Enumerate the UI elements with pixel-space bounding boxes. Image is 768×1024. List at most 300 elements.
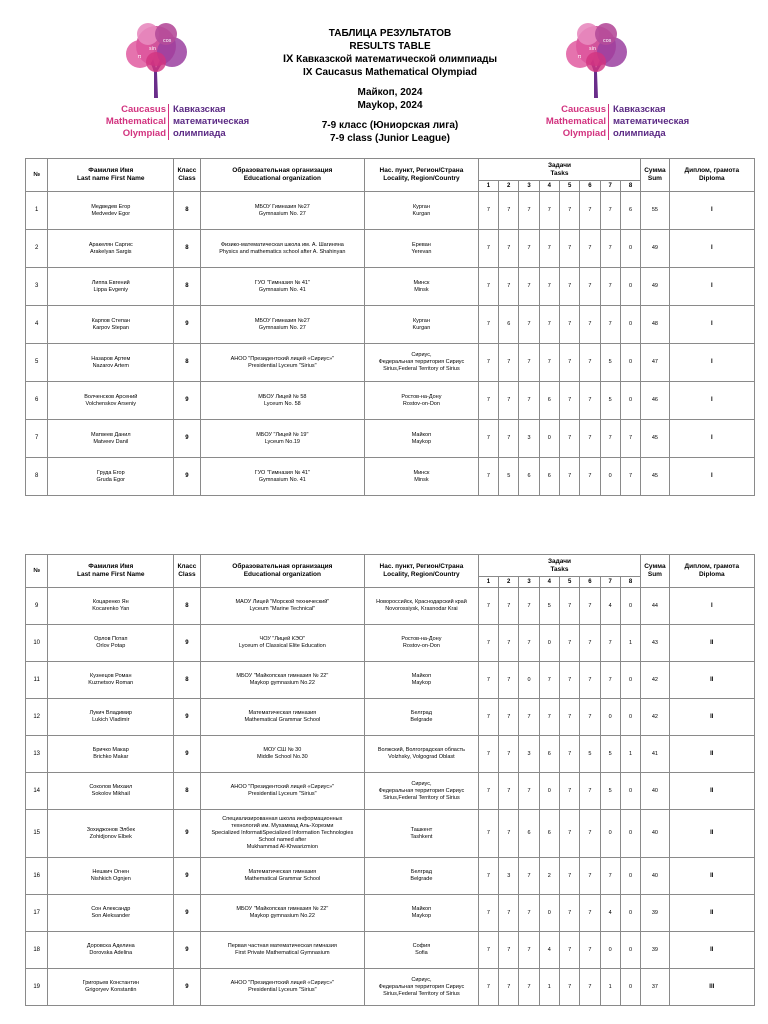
task-score: 7 bbox=[580, 268, 600, 306]
task-score: 7 bbox=[559, 344, 579, 382]
diploma-degree: II bbox=[669, 858, 754, 895]
score-sum: 41 bbox=[641, 736, 669, 773]
task-score: 0 bbox=[620, 858, 640, 895]
task-score: 7 bbox=[499, 736, 519, 773]
header-task-number: 2 bbox=[499, 181, 519, 192]
task-score: 7 bbox=[519, 699, 539, 736]
place-ru: Майкоп, 2024 bbox=[357, 87, 423, 98]
participant-name: Липпа Евгений Lippa Evgeniy bbox=[48, 268, 174, 306]
row-number: 10 bbox=[26, 625, 48, 662]
row-number: 3 bbox=[26, 268, 48, 306]
participant-organization: МБОУ "Майкопская гимназия № 22" Maykop gymnasium No.22 bbox=[200, 895, 364, 932]
header-task-number: 8 bbox=[620, 577, 640, 588]
participant-organization: МОУ СШ № 30 Middle School No.30 bbox=[200, 736, 364, 773]
participant-locality: Сириус, Федеральная территория Сириус Sirius,Federal Territory of Sirius bbox=[365, 344, 479, 382]
participant-organization: Физико-математическая школа им. А. Шагиняна Physics and mathematics school after A. Shahinyan bbox=[200, 230, 364, 268]
header-task-number: 3 bbox=[519, 181, 539, 192]
header-task-number: 5 bbox=[559, 181, 579, 192]
task-score: 5 bbox=[600, 736, 620, 773]
task-score: 7 bbox=[539, 699, 559, 736]
diploma-degree: I bbox=[669, 458, 754, 496]
task-score: 7 bbox=[478, 382, 498, 420]
diploma-degree: II bbox=[669, 736, 754, 773]
participant-organization: Первая частная математическая гимназия First Private Mathematical Gymnasium bbox=[200, 932, 364, 969]
task-score: 7 bbox=[499, 773, 519, 810]
task-score: 7 bbox=[580, 858, 600, 895]
participant-locality: Белград Belgrade bbox=[365, 858, 479, 895]
score-sum: 49 bbox=[641, 268, 669, 306]
task-score: 0 bbox=[620, 588, 640, 625]
header-locality: Нас. пункт, Регион/Страна Locality, Region/Country bbox=[365, 555, 479, 588]
task-score: 0 bbox=[519, 662, 539, 699]
task-score: 4 bbox=[600, 895, 620, 932]
task-score: 7 bbox=[580, 625, 600, 662]
task-score: 6 bbox=[519, 458, 539, 496]
task-score: 0 bbox=[620, 230, 640, 268]
header-task-number: 6 bbox=[580, 181, 600, 192]
row-number: 15 bbox=[26, 810, 48, 858]
task-score: 7 bbox=[559, 858, 579, 895]
diploma-degree: I bbox=[669, 420, 754, 458]
task-score: 7 bbox=[478, 662, 498, 699]
score-sum: 42 bbox=[641, 699, 669, 736]
task-score: 7 bbox=[559, 969, 579, 1006]
diploma-degree: II bbox=[669, 810, 754, 858]
task-score: 7 bbox=[519, 306, 539, 344]
table-row bbox=[26, 268, 755, 306]
task-score: 0 bbox=[620, 932, 640, 969]
task-score: 5 bbox=[580, 736, 600, 773]
participant-locality: Курган Kurgan bbox=[365, 306, 479, 344]
task-score: 7 bbox=[559, 773, 579, 810]
diploma-degree: II bbox=[669, 932, 754, 969]
header-task-number: 5 bbox=[559, 577, 579, 588]
task-score: 7 bbox=[580, 382, 600, 420]
participant-organization: МАОУ Лицей "Морской технический" Lyceum "Marine Technical" bbox=[200, 588, 364, 625]
row-number: 2 bbox=[26, 230, 48, 268]
task-score: 7 bbox=[478, 192, 498, 230]
task-score: 7 bbox=[499, 268, 519, 306]
participant-locality: Курган Kurgan bbox=[365, 192, 479, 230]
header-num: № bbox=[26, 555, 48, 588]
task-score: 7 bbox=[559, 662, 579, 699]
task-score: 7 bbox=[478, 625, 498, 662]
header-task-number: 6 bbox=[580, 577, 600, 588]
table-row bbox=[26, 858, 755, 895]
participant-class: 9 bbox=[174, 969, 200, 1006]
header-diploma: Диплом, грамота Diploma bbox=[669, 555, 754, 588]
task-score: 7 bbox=[539, 268, 559, 306]
participant-class: 9 bbox=[174, 382, 200, 420]
table-row bbox=[26, 420, 755, 458]
task-score: 7 bbox=[519, 969, 539, 1006]
task-score: 6 bbox=[539, 382, 559, 420]
task-score: 7 bbox=[580, 810, 600, 858]
participant-class: 9 bbox=[174, 699, 200, 736]
participant-name: Нешкич Огнен Nishkich Ognjen bbox=[48, 858, 174, 895]
diploma-degree: I bbox=[669, 588, 754, 625]
header-task-number: 4 bbox=[539, 577, 559, 588]
participant-class: 9 bbox=[174, 736, 200, 773]
participant-name: Коцаренко Ян Kocarenko Yan bbox=[48, 588, 174, 625]
task-score: 0 bbox=[620, 662, 640, 699]
tree-icon bbox=[556, 20, 636, 100]
task-score: 7 bbox=[580, 458, 600, 496]
task-score: 7 bbox=[580, 344, 600, 382]
participant-locality: Ереван Yerevan bbox=[365, 230, 479, 268]
score-sum: 45 bbox=[641, 458, 669, 496]
header-task-number: 1 bbox=[478, 181, 498, 192]
task-score: 6 bbox=[539, 736, 559, 773]
participant-class: 8 bbox=[174, 588, 200, 625]
task-score: 7 bbox=[499, 192, 519, 230]
task-score: 7 bbox=[519, 895, 539, 932]
task-score: 7 bbox=[499, 662, 519, 699]
table-row bbox=[26, 344, 755, 382]
task-score: 7 bbox=[559, 458, 579, 496]
task-score: 7 bbox=[580, 420, 600, 458]
score-sum: 46 bbox=[641, 382, 669, 420]
participant-organization: АНОО "Президентский лицей «Сириус»" Presidential Lyceum "Sirius" bbox=[200, 773, 364, 810]
score-sum: 48 bbox=[641, 306, 669, 344]
task-score: 7 bbox=[478, 699, 498, 736]
header-organization: Образовательная организация Educational organization bbox=[200, 159, 364, 192]
header-task-number: 7 bbox=[600, 577, 620, 588]
task-score: 7 bbox=[519, 858, 539, 895]
participant-class: 9 bbox=[174, 810, 200, 858]
row-number: 11 bbox=[26, 662, 48, 699]
participant-name: Доровска Аделина Dorovska Adelina bbox=[48, 932, 174, 969]
header-sum: Сумма Sum bbox=[641, 555, 669, 588]
task-score: 7 bbox=[519, 344, 539, 382]
task-score: 7 bbox=[600, 858, 620, 895]
participant-class: 8 bbox=[174, 192, 200, 230]
document-header bbox=[230, 28, 550, 145]
svg-text:cos: cos bbox=[603, 38, 612, 44]
task-score: 7 bbox=[620, 458, 640, 496]
olympiad-name-ru: IX Кавказской математической олимпиады bbox=[282, 53, 498, 65]
results-table-1 bbox=[25, 158, 755, 496]
row-number: 9 bbox=[26, 588, 48, 625]
logo-divider bbox=[168, 104, 169, 140]
header-class: Класс Class bbox=[174, 159, 200, 192]
header-name: Фамилия Имя Last name First Name bbox=[48, 555, 174, 588]
header-diploma: Диплом, грамота Diploma bbox=[669, 159, 754, 192]
score-sum: 42 bbox=[641, 662, 669, 699]
participant-class: 8 bbox=[174, 662, 200, 699]
task-score: 7 bbox=[478, 969, 498, 1006]
participant-organization: ГУО "Гимназия № 41" Gymnasium No. 41 bbox=[200, 458, 364, 496]
task-score: 7 bbox=[559, 192, 579, 230]
task-score: 7 bbox=[580, 306, 600, 344]
task-score: 2 bbox=[539, 858, 559, 895]
task-score: 7 bbox=[519, 932, 539, 969]
task-score: 7 bbox=[559, 382, 579, 420]
participant-name: Бричко Макар Brichko Makar bbox=[48, 736, 174, 773]
task-score: 0 bbox=[600, 699, 620, 736]
score-sum: 49 bbox=[641, 230, 669, 268]
participant-class: 9 bbox=[174, 458, 200, 496]
participant-organization: МБОУ Гимназия №27 Gymnasium No. 27 bbox=[200, 306, 364, 344]
table-row bbox=[26, 458, 755, 496]
participant-name: Григорьев Константин Grigoryev Konstantin bbox=[48, 969, 174, 1006]
task-score: 0 bbox=[539, 625, 559, 662]
task-score: 7 bbox=[499, 895, 519, 932]
task-score: 0 bbox=[620, 773, 640, 810]
task-score: 0 bbox=[620, 810, 640, 858]
score-sum: 44 bbox=[641, 588, 669, 625]
task-score: 7 bbox=[499, 344, 519, 382]
table-row bbox=[26, 736, 755, 773]
logo-text-en: Caucasus Mathematical Olympiad bbox=[105, 104, 166, 139]
task-score: 7 bbox=[478, 344, 498, 382]
score-sum: 43 bbox=[641, 625, 669, 662]
header-task-number: 2 bbox=[499, 577, 519, 588]
header-tasks: Задачи Tasks bbox=[478, 159, 640, 181]
row-number: 14 bbox=[26, 773, 48, 810]
task-score: 7 bbox=[580, 932, 600, 969]
header-name: Фамилия Имя Last name First Name bbox=[48, 159, 174, 192]
table-row bbox=[26, 969, 755, 1006]
score-sum: 55 bbox=[641, 192, 669, 230]
task-score: 7 bbox=[580, 230, 600, 268]
task-score: 7 bbox=[519, 382, 539, 420]
participant-name: Аракелян Саргис Arakelyan Sargis bbox=[48, 230, 174, 268]
task-score: 7 bbox=[580, 969, 600, 1006]
participant-locality: Минск Minsk bbox=[365, 268, 479, 306]
participant-class: 9 bbox=[174, 895, 200, 932]
task-score: 7 bbox=[559, 810, 579, 858]
task-score: 0 bbox=[620, 344, 640, 382]
row-number: 1 bbox=[26, 192, 48, 230]
table-row bbox=[26, 932, 755, 969]
task-score: 7 bbox=[600, 662, 620, 699]
svg-text:π: π bbox=[138, 54, 142, 60]
participant-locality: Волжский, Волгоградская область Volzhsky, Volgograd Oblast bbox=[365, 736, 479, 773]
task-score: 7 bbox=[580, 192, 600, 230]
task-score: 1 bbox=[600, 969, 620, 1006]
score-sum: 40 bbox=[641, 773, 669, 810]
task-score: 7 bbox=[600, 625, 620, 662]
row-number: 13 bbox=[26, 736, 48, 773]
participant-locality: Сириус, Федеральная территория Сириус Sirius,Federal Territory of Sirius bbox=[365, 773, 479, 810]
task-score: 7 bbox=[499, 810, 519, 858]
participant-name: Сон Александр Son Aleksander bbox=[48, 895, 174, 932]
diploma-degree: II bbox=[669, 662, 754, 699]
header-locality: Нас. пункт, Регион/Страна Locality, Region/Country bbox=[365, 159, 479, 192]
svg-text:sin: sin bbox=[589, 46, 597, 52]
task-score: 7 bbox=[559, 625, 579, 662]
task-score: 7 bbox=[580, 662, 600, 699]
score-sum: 40 bbox=[641, 810, 669, 858]
task-score: 7 bbox=[600, 230, 620, 268]
participant-name: Орлов Потап Orlov Potap bbox=[48, 625, 174, 662]
task-score: 0 bbox=[600, 932, 620, 969]
participant-organization: Специализированная школа информационных технологий им. Мухаммад Аль-Хорезми Specialized InformatiSpecialized Information Technologies School named after Mukhammad Al-Khwarizmion bbox=[200, 810, 364, 858]
diploma-degree: III bbox=[669, 969, 754, 1006]
task-score: 7 bbox=[519, 588, 539, 625]
score-sum: 40 bbox=[641, 858, 669, 895]
place-en: Maykop, 2024 bbox=[357, 99, 423, 111]
diploma-degree: II bbox=[669, 625, 754, 662]
task-score: 7 bbox=[559, 306, 579, 344]
participant-name: Медведев Егор Medvedev Egor bbox=[48, 192, 174, 230]
task-score: 7 bbox=[478, 895, 498, 932]
task-score: 7 bbox=[539, 306, 559, 344]
score-sum: 39 bbox=[641, 932, 669, 969]
task-score: 7 bbox=[580, 699, 600, 736]
task-score: 7 bbox=[499, 932, 519, 969]
participant-name: Лукич Владимир Lukich Vladimir bbox=[48, 699, 174, 736]
participant-name: Соколов Михаил Sokolov Mikhail bbox=[48, 773, 174, 810]
participant-locality: Минск Minsk bbox=[365, 458, 479, 496]
task-score: 7 bbox=[519, 625, 539, 662]
participant-organization: МБОУ Лицей № 58 Lyceum No. 58 bbox=[200, 382, 364, 420]
results-table-2 bbox=[25, 554, 755, 1006]
diploma-degree: I bbox=[669, 344, 754, 382]
score-sum: 47 bbox=[641, 344, 669, 382]
svg-text:sin: sin bbox=[149, 46, 157, 52]
participant-class: 9 bbox=[174, 932, 200, 969]
task-score: 7 bbox=[478, 230, 498, 268]
participant-locality: Белград Belgrade bbox=[365, 699, 479, 736]
participant-organization: МБОУ Гимназия №27 Gymnasium No. 27 bbox=[200, 192, 364, 230]
task-score: 4 bbox=[539, 932, 559, 969]
table-row bbox=[26, 895, 755, 932]
participant-locality: Майкоп Maykop bbox=[365, 895, 479, 932]
row-number: 19 bbox=[26, 969, 48, 1006]
task-score: 7 bbox=[519, 230, 539, 268]
table-row bbox=[26, 230, 755, 268]
header-sum: Сумма Sum bbox=[641, 159, 669, 192]
task-score: 7 bbox=[600, 192, 620, 230]
participant-class: 9 bbox=[174, 420, 200, 458]
task-score: 1 bbox=[620, 625, 640, 662]
participant-organization: ГУО "Гимназия № 41" Gymnasium No. 41 bbox=[200, 268, 364, 306]
task-score: 0 bbox=[620, 268, 640, 306]
table-row bbox=[26, 588, 755, 625]
task-score: 7 bbox=[580, 773, 600, 810]
task-score: 7 bbox=[499, 420, 519, 458]
task-score: 7 bbox=[499, 969, 519, 1006]
task-score: 7 bbox=[478, 810, 498, 858]
participant-name: Назаров Артем Nazarov Artem bbox=[48, 344, 174, 382]
score-sum: 37 bbox=[641, 969, 669, 1006]
task-score: 3 bbox=[519, 420, 539, 458]
task-score: 7 bbox=[559, 420, 579, 458]
logo-text-ru: Кавказская математическая олимпиада bbox=[173, 104, 250, 139]
olympiad-logo-right bbox=[528, 20, 688, 140]
task-score: 7 bbox=[580, 588, 600, 625]
participant-name: Матвеев Данил Matveev Danil bbox=[48, 420, 174, 458]
diploma-degree: II bbox=[669, 895, 754, 932]
participant-organization: АНОО "Президентский лицей «Сириус»" Presidential Lyceum "Sirius" bbox=[200, 344, 364, 382]
participant-organization: МБОУ "Лицей № 19" Lyceum No.19 bbox=[200, 420, 364, 458]
row-number: 17 bbox=[26, 895, 48, 932]
task-score: 7 bbox=[519, 268, 539, 306]
participant-locality: Майкоп Maykop bbox=[365, 420, 479, 458]
participant-organization: ЧОУ "Лицей КЭО" Lyceum of Classical Elite Education bbox=[200, 625, 364, 662]
task-score: 7 bbox=[499, 230, 519, 268]
task-score: 6 bbox=[499, 306, 519, 344]
logo-text-ru: Кавказская математическая олимпиада bbox=[613, 104, 690, 139]
ix-numeral: IX bbox=[282, 53, 294, 65]
score-sum: 45 bbox=[641, 420, 669, 458]
task-score: 0 bbox=[600, 810, 620, 858]
task-score: 6 bbox=[539, 458, 559, 496]
participant-name: Груда Егор Gruda Egor bbox=[48, 458, 174, 496]
task-score: 7 bbox=[539, 192, 559, 230]
task-score: 1 bbox=[539, 969, 559, 1006]
row-number: 7 bbox=[26, 420, 48, 458]
task-score: 7 bbox=[620, 420, 640, 458]
league-ru: 7-9 класс (Юниорская лига) bbox=[321, 120, 459, 131]
task-score: 5 bbox=[600, 773, 620, 810]
diploma-degree: II bbox=[669, 699, 754, 736]
task-score: 7 bbox=[499, 625, 519, 662]
task-score: 7 bbox=[559, 268, 579, 306]
task-score: 5 bbox=[499, 458, 519, 496]
task-score: 7 bbox=[539, 230, 559, 268]
task-score: 1 bbox=[620, 736, 640, 773]
participant-organization: Математическая гимназия Mathematical Grammar School bbox=[200, 699, 364, 736]
table-row bbox=[26, 625, 755, 662]
participant-locality: Новороссийск, Краснодарский край Novorossiysk, Krasnodar Krai bbox=[365, 588, 479, 625]
participant-class: 8 bbox=[174, 344, 200, 382]
row-number: 4 bbox=[26, 306, 48, 344]
league-en: 7-9 class (Junior League) bbox=[329, 132, 451, 144]
participant-organization: АНОО "Президентский лицей «Сириус»" Presidential Lyceum "Sirius" bbox=[200, 969, 364, 1006]
header-class: Класс Class bbox=[174, 555, 200, 588]
task-score: 7 bbox=[499, 588, 519, 625]
task-score: 6 bbox=[539, 810, 559, 858]
task-score: 7 bbox=[478, 736, 498, 773]
task-score: 7 bbox=[559, 230, 579, 268]
participant-class: 8 bbox=[174, 230, 200, 268]
task-score: 6 bbox=[620, 192, 640, 230]
task-score: 0 bbox=[600, 458, 620, 496]
participant-class: 8 bbox=[174, 268, 200, 306]
participant-organization: МБОУ "Майкопская гимназия № 22" Maykop gymnasium No.22 bbox=[200, 662, 364, 699]
task-score: 0 bbox=[620, 969, 640, 1006]
task-score: 7 bbox=[478, 588, 498, 625]
participant-name: Зохиджонов Элбек Zohidjonov Elbek bbox=[48, 810, 174, 858]
row-number: 12 bbox=[26, 699, 48, 736]
header-task-number: 3 bbox=[519, 577, 539, 588]
participant-locality: Ростов-на-Дону Rostov-on-Don bbox=[365, 382, 479, 420]
task-score: 7 bbox=[478, 858, 498, 895]
participant-organization: Математическая гимназия Mathematical Grammar School bbox=[200, 858, 364, 895]
task-score: 7 bbox=[580, 895, 600, 932]
task-score: 7 bbox=[478, 773, 498, 810]
title-en: RESULTS TABLE bbox=[349, 40, 431, 52]
task-score: 5 bbox=[600, 382, 620, 420]
task-score: 7 bbox=[559, 588, 579, 625]
participant-class: 8 bbox=[174, 773, 200, 810]
participant-name: Волченсков Арсений Volchenskov Arseniy bbox=[48, 382, 174, 420]
title-ru: ТАБЛИЦА РЕЗУЛЬТАТОВ bbox=[328, 28, 452, 39]
task-score: 0 bbox=[620, 306, 640, 344]
table-row bbox=[26, 306, 755, 344]
table-row bbox=[26, 810, 755, 858]
task-score: 4 bbox=[600, 588, 620, 625]
diploma-degree: I bbox=[669, 192, 754, 230]
table-row bbox=[26, 662, 755, 699]
svg-text:π: π bbox=[578, 54, 582, 60]
row-number: 8 bbox=[26, 458, 48, 496]
score-sum: 39 bbox=[641, 895, 669, 932]
header-task-number: 7 bbox=[600, 181, 620, 192]
